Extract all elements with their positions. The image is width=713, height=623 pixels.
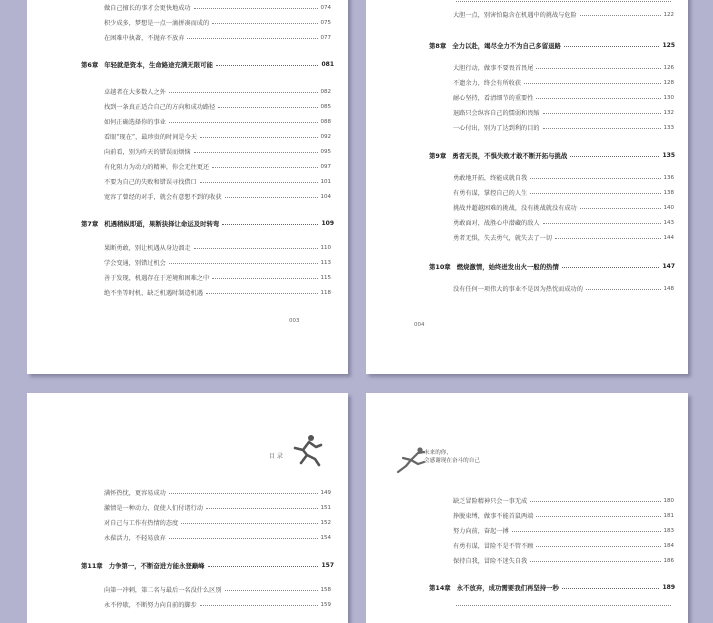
toc-entry: 保持自我，冒险不迷失自我 186 bbox=[453, 557, 674, 565]
toc-entry: 有化阻力为动力的精神，你会无往更还 097 bbox=[104, 163, 331, 171]
toc-entry: 绝不坐等时机，缺乏机遇时制造机遇 118 bbox=[104, 289, 331, 297]
toc-entry: 对自己与工作有热情的态度 152 bbox=[104, 519, 331, 527]
toc-entry bbox=[453, 604, 674, 605]
toc-entry: 耐心坚持，看清细节的重要性 130 bbox=[453, 94, 674, 102]
toc-entry: 看眼“现在”，最珍贵的时间是今天 092 bbox=[104, 133, 331, 141]
toc-entry: 没有任何一项伟大的事业不是因为热忱而成功的 148 bbox=[453, 285, 674, 293]
toc-entry: 缺乏冒险精神只会一事无成 180 bbox=[453, 497, 674, 505]
toc-page-003 bbox=[27, 0, 348, 374]
runner-silhouette-icon bbox=[289, 433, 323, 467]
toc-entry: 在困难中执著，不抛弃不放弃 077 bbox=[104, 34, 331, 42]
toc-chapter: 第14章 永不放弃，成功需要我们再坚持一秒 189 bbox=[429, 584, 675, 592]
toc-page-lower-right bbox=[366, 393, 688, 623]
toc-chapter: 第11章 力争第一，不断奋进方能永登巅峰 157 bbox=[81, 562, 334, 570]
toc-entry: 大胆一点，别害怕隐含在机遇中的挑战与危险 122 bbox=[453, 11, 674, 19]
toc-entry: 学会变通，别错过机会 113 bbox=[104, 259, 331, 267]
toc-entry: 挑战并超越困难的挑战，没有挑战就没有成功 140 bbox=[453, 204, 674, 212]
toc-entry: 果断勇敢，别让机遇从身边溜走 110 bbox=[104, 244, 331, 252]
toc-entry: 向前看，别为昨天的错误而烦恼 095 bbox=[104, 148, 331, 156]
toc-page-lower-left bbox=[27, 393, 348, 623]
toc-entry: 卓越者在大多数人之外 082 bbox=[104, 88, 331, 96]
toc-entry: 挣脱束缚，做事不能首鼠两端 181 bbox=[453, 512, 674, 520]
tagline bbox=[424, 449, 480, 465]
toc-entry: 永葆活力，不轻易放弃 154 bbox=[104, 534, 331, 542]
tagline-line: 未来的你， bbox=[424, 450, 452, 456]
toc-entry: 一心付出，别为了达到利的目的 133 bbox=[453, 124, 674, 132]
toc-entry: 大胆行动，做事不要畏首畏尾 126 bbox=[453, 64, 674, 72]
toc-entry: 永不停歇，不断努力向自前的脚步 159 bbox=[104, 601, 331, 609]
toc-page-004 bbox=[366, 0, 688, 374]
toc-entry: 努力向前，奋起一搏 183 bbox=[453, 527, 674, 535]
page-number: 003 bbox=[289, 318, 300, 324]
toc-entry: 如何正确选择你的事业 088 bbox=[104, 118, 331, 126]
toc-entry: 向第一冲刺，第二名与最后一名没什么区别 158 bbox=[104, 586, 331, 594]
toc-entry: 勇敢面对，战胜心中潜藏的敌人 143 bbox=[453, 219, 674, 227]
toc-chapter: 第10章 燃烧激情，始终迸发出火一般的热情 147 bbox=[429, 263, 675, 271]
toc-entry: 善于发现，机遇存在于逆境和困难之中 115 bbox=[104, 274, 331, 282]
toc-entry: 有勇有谋，冒险不是不管不顾 184 bbox=[453, 542, 674, 550]
toc-entry: 勇者无惧，失去勇气，就失去了一切 144 bbox=[453, 234, 674, 242]
toc-entry bbox=[453, 0, 674, 1]
toc-entry: 积少成多，梦想是一点一滴拼凑而成的 075 bbox=[104, 19, 331, 27]
toc-entry: 宽容了曾经的对手，就会有意想不到的收获 104 bbox=[104, 193, 331, 201]
toc-entry: 不遗余力，终会有所收获 128 bbox=[453, 79, 674, 87]
toc-entry: 勇敢地开拓，终能成就自我 136 bbox=[453, 174, 674, 182]
toc-chapter: 第6章 年轻就是资本，生命路途充满无限可能 081 bbox=[81, 61, 334, 69]
toc-entry: 做自己擅长的事才会更快地成功 074 bbox=[104, 4, 331, 12]
page-number: 004 bbox=[414, 322, 425, 328]
toc-entry: 满怀热忱，更容易成功 149 bbox=[104, 489, 331, 497]
toc-chapter: 第7章 机遇稍纵即逝，果断抉择让命运及时转弯 109 bbox=[81, 220, 334, 228]
toc-chapter: 第8章 全力以赴，竭尽全力不为自己多留退路 125 bbox=[429, 42, 675, 50]
toc-entry: 不要为自己的失败和错误寻找借口 101 bbox=[104, 178, 331, 186]
toc-entry: 有勇有谋，掌控自己的人生 138 bbox=[453, 189, 674, 197]
toc-entry: 激情是一种动力，促使人们付诸行动 151 bbox=[104, 504, 331, 512]
toc-header-label: 目 录 bbox=[269, 453, 283, 460]
toc-entry: 找到一条真正适合自己的方向和成功路径 085 bbox=[104, 103, 331, 111]
runner-silhouette-icon bbox=[394, 446, 426, 474]
toc-entry: 退路只会纵容自己的懦弱和畏缩 132 bbox=[453, 109, 674, 117]
tagline-line: 会感谢现在奋斗的自己 bbox=[424, 458, 480, 464]
toc-chapter: 第9章 勇者无畏，不惧失败才敢不断开拓与挑战 135 bbox=[429, 152, 675, 160]
